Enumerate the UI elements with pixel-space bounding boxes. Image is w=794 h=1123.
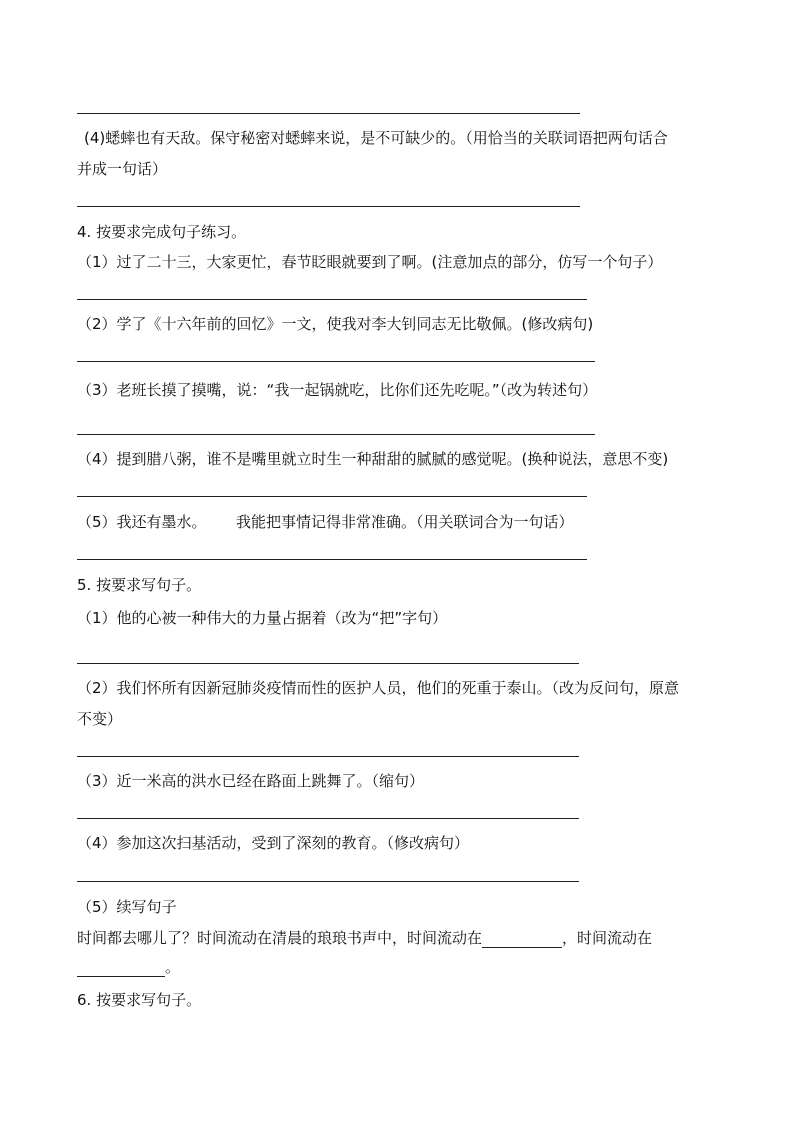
section-4-heading: 4. 按要求完成句子练习。 bbox=[77, 223, 247, 241]
question-4-1: （1）过了二十三，大家更忙，春节眨眼就要到了啊。(注意加点的部分，仿写一个句子） bbox=[77, 253, 663, 271]
answer-line[interactable] bbox=[77, 756, 579, 757]
question-5-2-line2: 不变） bbox=[77, 710, 123, 728]
question-3-4-line1: (4)蟋蟀也有天敌。保守秘密对蟋蟀来说，是不可缺少的。（用恰当的关联词语把两句话合 bbox=[84, 129, 668, 147]
question-5-5-text-cont bbox=[77, 957, 180, 977]
question-5-5-text bbox=[77, 928, 652, 948]
answer-line[interactable] bbox=[77, 818, 579, 819]
section-5-heading: 5. 按要求写句子。 bbox=[77, 576, 202, 594]
section-6-heading: 6. 按要求写句子。 bbox=[77, 991, 202, 1009]
answer-line[interactable] bbox=[77, 434, 595, 435]
answer-line[interactable] bbox=[77, 361, 595, 362]
question-3-4-line2: 并成一句话） bbox=[77, 160, 168, 178]
question-4-4: （4）提到腊八粥，谁不是嘴里就立时生一种甜甜的腻腻的感觉呢。(换种说法，意思不变) bbox=[77, 450, 669, 468]
answer-line[interactable] bbox=[77, 206, 580, 207]
fill-blank-2[interactable] bbox=[77, 960, 165, 977]
question-4-2: （2）学了《十六年前的回忆》一文，使我对李大钊同志无比敬佩。(修改病句) bbox=[77, 315, 594, 333]
question-4-3: （3）老班长摸了摸嘴，说：“我一起锅就吃，比你们还先吃呢。”（改为转述句） bbox=[77, 381, 598, 399]
fill-text-a: 时间都去哪儿了？时间流动在清晨的琅琅书声中，时间流动在 bbox=[77, 929, 483, 947]
question-4-5b: 我能把事情记得非常准确。（用关联词合为一句话） bbox=[236, 513, 574, 531]
fill-text-b: ，时间流动在 bbox=[562, 929, 653, 947]
answer-line[interactable] bbox=[77, 663, 579, 664]
answer-line[interactable] bbox=[77, 113, 580, 114]
fill-text-c: 。 bbox=[165, 958, 181, 976]
answer-line[interactable] bbox=[77, 496, 587, 497]
question-5-3: （3）近一米高的洪水已经在路面上跳舞了。（缩句） bbox=[77, 772, 425, 790]
answer-line[interactable] bbox=[77, 299, 587, 300]
fill-blank-1[interactable] bbox=[482, 931, 562, 948]
answer-line[interactable] bbox=[77, 881, 579, 882]
question-5-5: （5）续写句子 bbox=[77, 898, 177, 916]
question-4-5a: （5）我还有墨水。 bbox=[77, 513, 207, 531]
answer-line[interactable] bbox=[77, 559, 587, 560]
question-5-2-line1: （2）我们怀所有因新冠肺炎疫情而性的医护人员，他们的死重于泰山。（改为反问句，原意 bbox=[77, 679, 680, 697]
question-5-1: （1）他的心被一种伟大的力量占据着（改为“把”字句） bbox=[77, 609, 448, 627]
question-5-4: （4）参加这次扫基活动，受到了深刻的教育。（修改病句） bbox=[77, 834, 470, 852]
